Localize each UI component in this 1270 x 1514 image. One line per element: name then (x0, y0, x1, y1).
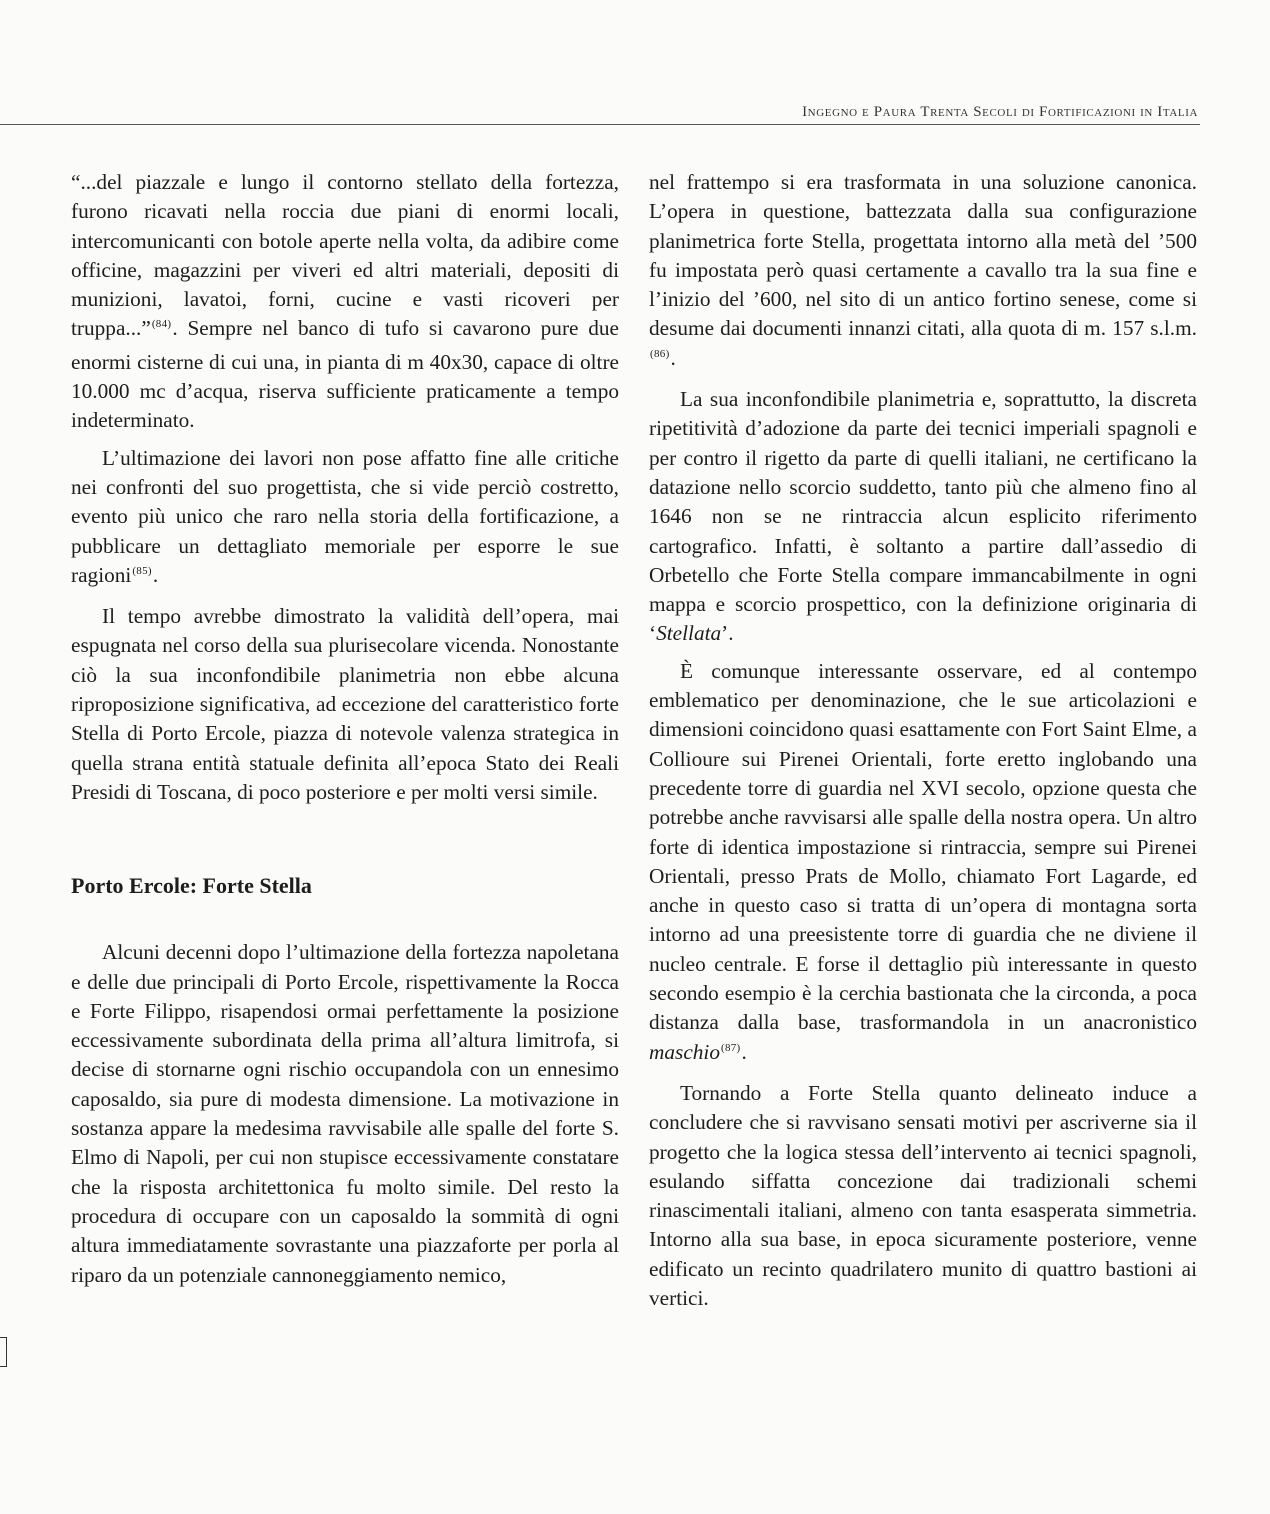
right-column (649, 168, 1197, 1321)
paragraph-text: . (741, 1039, 747, 1064)
crop-mark (0, 1337, 7, 1367)
paragraph: Il tempo avrebbe dimostrato la validità dell’opera, mai espugnata nel corso della sua plurisecolare vicenda. Nonostante ciò la sua inconfondibile planimetria non ebbe alcuna riproposizione significativa, ad eccezione del caratteristico forte Stella di Porto Ercole, piazza di notevole valenza strategica in quella strana entità statuale definita all’epoca Stato dei Reali Presidi di Toscana, di poco posteriore e per molti versi simile. (71, 604, 619, 804)
paragraph-text: “...del piazzale e lungo il contorno stellato della fortezza, furono ricavati nella roccia due piani di enormi locali, intercomunicanti con botole aperte nella volta, da adibire come officine, magazzini per viveri ed altri materiali, depositi di munizioni, lavatoi, forni, cucine e vasti ricoveri per truppa...” (71, 170, 619, 341)
header-rule (0, 124, 1200, 125)
footnote-ref: (85) (132, 564, 152, 577)
paragraph-text: ’. (721, 621, 734, 646)
footnote-ref: (86) (650, 347, 670, 360)
paragraph-text: . Sempre nel banco di tufo si cavarono pure due enormi cisterne di cui una, in pianta di m 40x30, capace di oltre 10.000 mc d’acqua, riserva sufficiente praticamente a tempo indeterminato. (71, 316, 619, 433)
paragraph-text: . (670, 345, 676, 370)
footnote-ref: (87) (720, 1041, 741, 1054)
paragraph (649, 385, 1197, 649)
left-column (71, 168, 619, 1298)
paragraph-text: È comunque interessante osservare, ed al contempo emblematico per denominazione, che le sue articolazioni e dimensioni coincidono quasi esattamente con Fort Saint Elme, a Collioure sui Pirenei Orientali, forte eretto inglobando una precedente torre di guardia nel XVI secolo, opzione questa che potrebbe anche ravvisarsi alle spalle della nostra opera. Un altro forte di identica impostazione si rintraccia, sempre sui Pirenei Orientali, presso Prats de Mollo, chiamato Fort Lagarde, ed anche in questo caso si tratta di un’opera di montagna sorta intorno ad una preesistente torre di guardia che ne diviene il nucleo centrale. E forse il dettaglio più interessante in questo secondo esempio è la cerchia bastionata che la circonda, a poca distanza dalla base, trasformandola in un anacronistico (649, 658, 1197, 1035)
paragraph-text: . (152, 562, 159, 587)
paragraph-text: nel frattempo si era trasformata in una soluzione canonica. L’opera in questione, battezzata dalla sua configurazione planimetrica forte Stella, progettata intorno alla metà del ’500 fu impostata però quasi certamente a cavallo tra la sua fine e l’inizio del ’600, nel sito di un antico fortino senese, come si desume dai documenti innanzi citati, alla quota di m. 157 s.l.m. (649, 170, 1197, 341)
paragraph: Tornando a Forte Stella quanto delineato induce a concludere che si ravvisano sensati motivi per ascriverne sia il progetto che la logica stessa dell’intervento ai tecnici spagnoli, esulando siffatta concezione dai tradizionali schemi rinascimentali italiani, almeno con tanta esasperata simmetria. Intorno alla sua base, in epoca sicuramente posteriore, venne edificato un recinto quadrilatero munito di quattro bastioni ai vertici. (649, 1080, 1197, 1310)
italic-term: Stellata (656, 621, 722, 646)
paragraph: Alcuni decenni dopo l’ultimazione della fortezza napoletana e delle due principali di Porto Ercole, rispettivamente la Rocca e Forte Filippo, risapendosi ormai perfettamente la posizione eccessivamente subordinata della prima all’altura limitrofa, si decise di stornarne ogni rischio occupandola con un ennesimo caposaldo, sia pure di modesta dimensione. La motivazione in sostanza appare la medesima ravvisabile alle spalle del forte S. Elmo di Napoli, per cui non stupisce eccessivamente constatare che la risposta architettonica fu molto simile. Del resto la procedura di occupare con un caposaldo la sommità di ogni altura immediatamente sovrastante una piazzaforte per porla al riparo da un potenziale cannoneggiamento nemico, (71, 940, 619, 1287)
section-heading: Porto Ercole: Forte Stella (71, 873, 312, 899)
paragraph (649, 168, 1197, 377)
italic-term: maschio (649, 1039, 720, 1064)
paragraph-text: L’ultimazione dei lavori non pose affatto fine alle critiche nei confronti del suo progettista, che si vide perciò costretto, evento più unico che raro nella storia della fortificazione, a pubblicare un dettagliato memoriale per esporre le sue ragioni (71, 445, 619, 587)
footnote-ref: (84) (151, 318, 172, 331)
paragraph (71, 444, 619, 594)
paragraph (649, 657, 1197, 1071)
paragraph-text: La sua inconfondibile planimetria e, soprattutto, la discreta ripetitività d’adozione da parte dei tecnici imperiali spagnoli e per contro il rigetto da parte di quelli italiani, ne certificano la datazione nello scorcio suddetto, tanto più che almeno fino al 1646 non se ne rintraccia alcun esplicito riferimento cartografico. Infatti, è soltanto a partire dall’assedio di Orbetello che Forte Stella compare immancabilmente in ogni mappa e scorcio prospettico, con la definizione originaria di ‘ (649, 387, 1197, 646)
paragraph (71, 168, 619, 436)
running-header: Ingegno e Paura Trenta Secoli di Fortificazioni in Italia (802, 104, 1198, 120)
